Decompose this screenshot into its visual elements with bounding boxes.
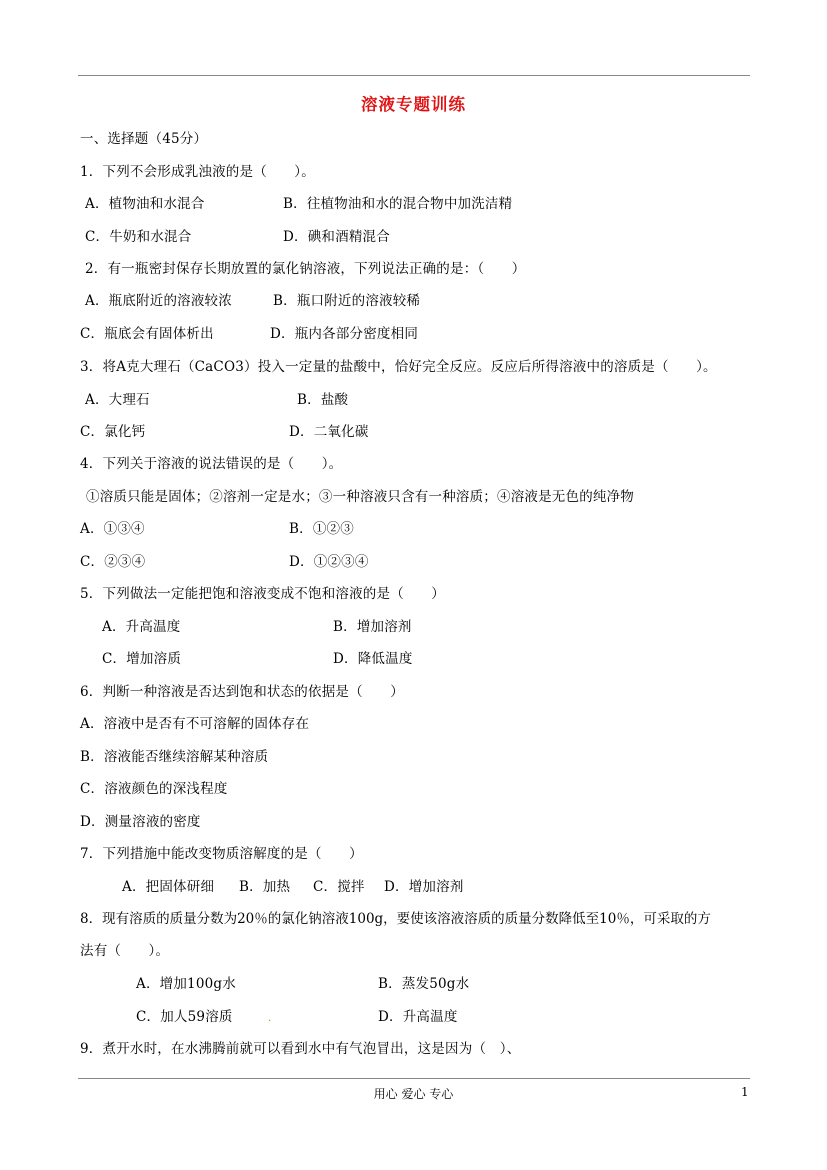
question-3-option-c: C．氯化钙: [80, 424, 146, 440]
question-3-option-d: D．二氧化碳: [289, 424, 369, 440]
question-7-option-b: B．加热: [239, 879, 291, 895]
question-9-stem: 9．煮开水时，在水沸腾前就可以看到水中有气泡冒出，这是因为（ ）、: [80, 1041, 521, 1057]
section-label: 一、选择题（45分）: [80, 131, 208, 147]
header-rule: [78, 75, 750, 76]
question-8-option-d: D．升高温度: [378, 1009, 458, 1025]
question-4-option-d: D．①②③④: [289, 554, 369, 570]
question-4-option-a: A．①③④: [80, 521, 145, 537]
question-6-option-b: B．溶液能否继续溶解某种溶质: [80, 749, 269, 765]
question-6-option-a: A．溶液中是否有不可溶解的固体存在: [80, 716, 310, 732]
question-7-stem: 7．下列措施中能改变物质溶解度的是（ ）: [80, 846, 363, 862]
question-2-option-a: A．瓶底附近的溶液较浓: [85, 293, 232, 309]
question-5-option-d: D．降低温度: [333, 651, 413, 667]
footer-text: 用心 爱心 专心: [373, 1087, 454, 1101]
question-8-option-b: B．蒸发50g水: [378, 976, 470, 992]
question-2-option-c: C．瓶底会有固体析出: [80, 326, 214, 342]
question-1-option-a: A．植物油和水混合: [85, 196, 205, 212]
question-4-note: ①溶质只能是固体；②溶剂一定是水；③一种溶液只含有一种溶质；④溶液是无色的纯净物: [86, 489, 634, 505]
question-8-option-a: A．增加100g水: [136, 976, 236, 992]
question-5-stem: 5．下列做法一定能把饱和溶液变成不饱和溶液的是（ ）: [80, 586, 445, 602]
question-2-option-b: B．瓶口附近的溶液较稀: [273, 293, 421, 309]
question-7-option-d: D．增加溶剂: [384, 879, 464, 895]
question-6-option-d: D．测量溶液的密度: [80, 814, 201, 830]
question-8-stem-line2: 法有（ ）。: [80, 943, 170, 959]
question-4-option-c: C．②③④: [80, 554, 146, 570]
question-1-stem: 1．下列不会形成乳浊液的是（ ）。: [80, 164, 315, 180]
question-4-stem: 4．下列关于溶液的说法错误的是（ ）。: [80, 456, 343, 472]
question-4-option-b: B．①②③: [289, 521, 354, 537]
page-title: 溶液专题训练: [361, 95, 466, 114]
question-7-option-c: C．搅拌: [313, 879, 365, 895]
question-1-option-c: C．牛奶和水混合: [85, 229, 192, 245]
question-8-stem-line1: 8．现有溶质的质量分数为20％的氯化钠溶液100g，要使该溶液溶质的质量分数降低至10％，可采取的方: [80, 911, 711, 927]
question-3-stem: 3．将A克大理石（CaCO3）投入一定量的盐酸中，恰好完全反应。反应后所得溶液中的溶质是（ ）。: [80, 359, 717, 375]
question-7-option-a: A．把固体研细: [122, 879, 215, 895]
question-3-option-a: A．大理石: [85, 392, 150, 408]
question-8-option-c: C．加人59溶质: [136, 1009, 233, 1025]
question-5-option-b: B．增加溶剂: [333, 619, 412, 635]
question-1-option-b: B．往植物油和水的混合物中加洗洁精: [283, 196, 513, 212]
footer-rule: [78, 1078, 750, 1079]
question-3-option-b: B．盐酸: [297, 392, 349, 408]
stray-mark: .: [268, 1013, 272, 1024]
question-5-option-a: A．升高温度: [102, 619, 181, 635]
question-1-option-d: D．碘和酒精混合: [283, 229, 390, 245]
question-6-option-c: C．溶液颜色的深浅程度: [80, 781, 228, 797]
question-2-option-d: D．瓶内各部分密度相同: [270, 326, 419, 342]
question-5-option-c: C．增加溶质: [102, 651, 182, 667]
question-6-stem: 6．判断一种溶液是否达到饱和状态的依据是（ ）: [80, 684, 404, 700]
question-2-stem: 2．有一瓶密封保存长期放置的氯化钠溶液，下列说法正确的是：（ ）: [85, 261, 526, 277]
page-number: 1: [741, 1085, 749, 1099]
